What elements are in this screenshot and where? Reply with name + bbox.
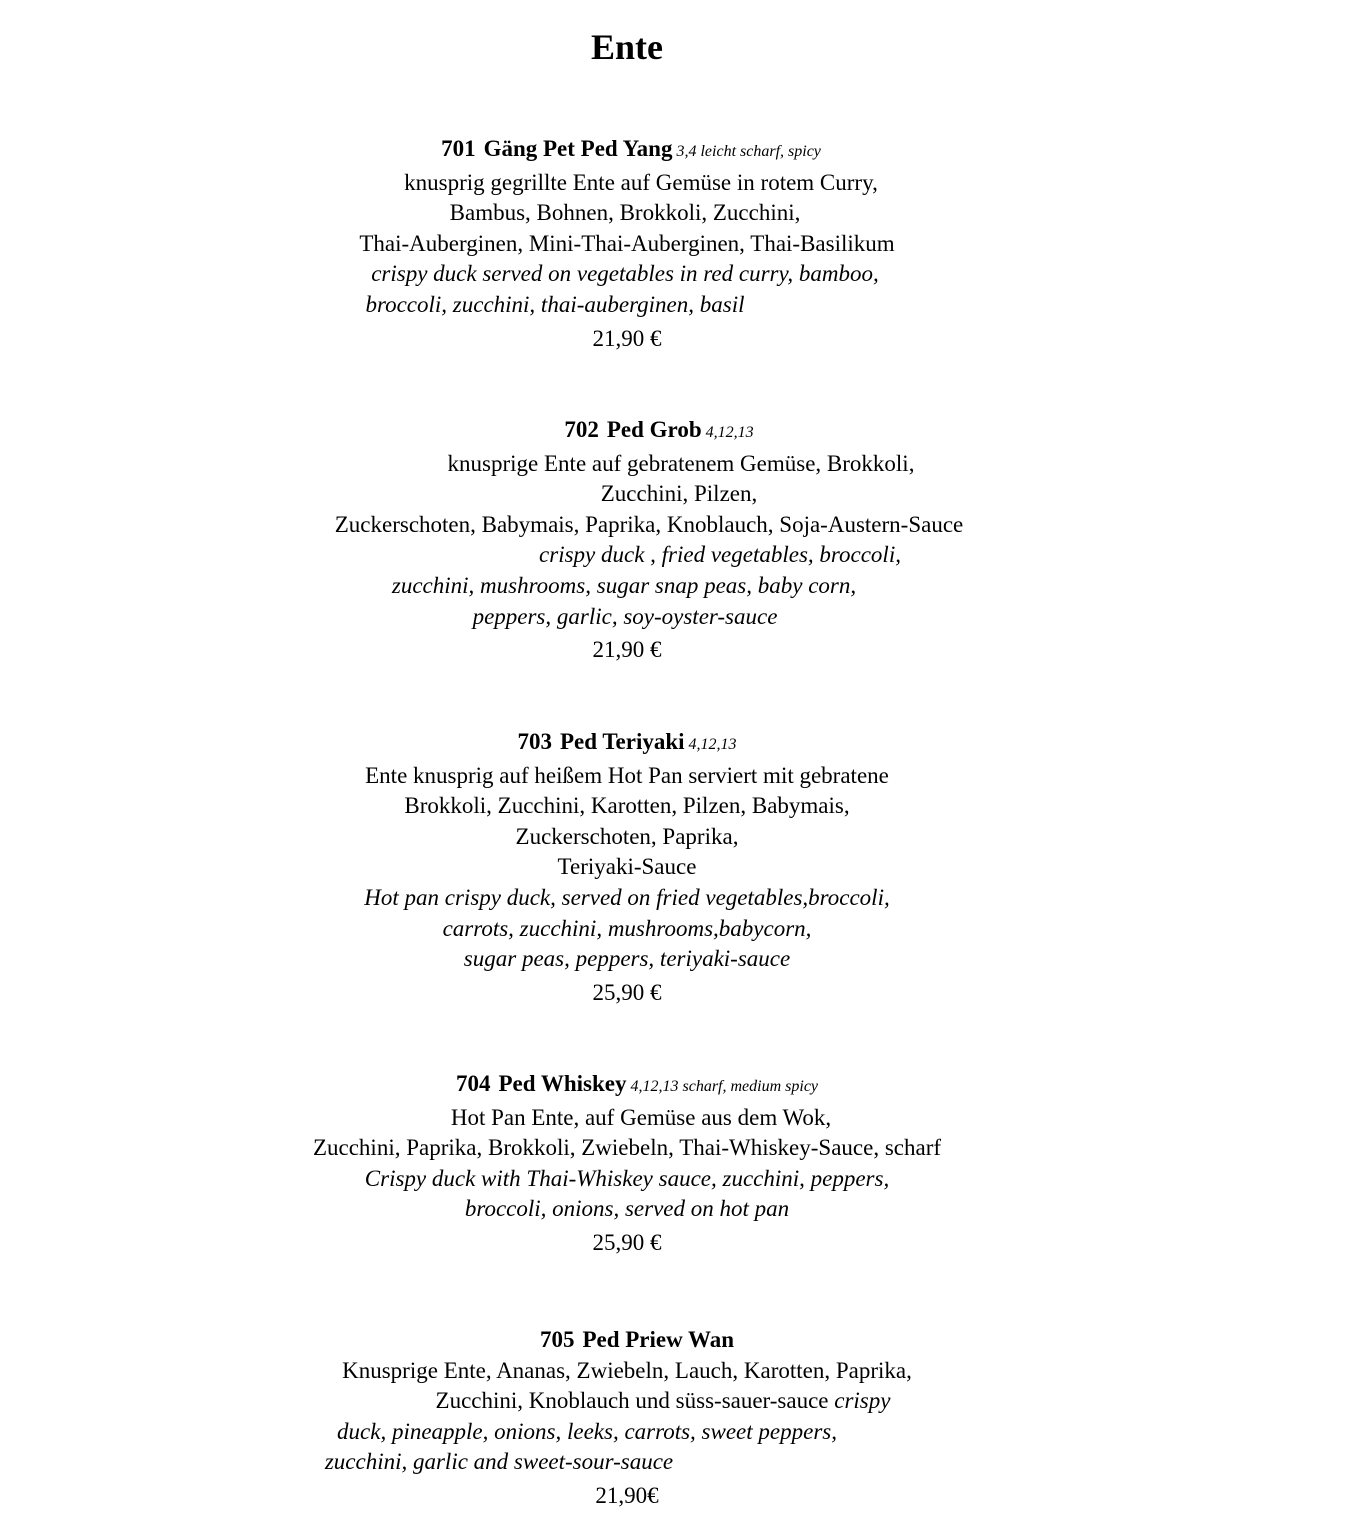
- item-description-de: Hot Pan Ente, auf Gemüse aus dem Wok,: [450, 1104, 832, 1130]
- item-code: 701: [441, 136, 476, 161]
- item-description-en: crispy: [834, 1388, 891, 1414]
- item-description-de: knusprige Ente auf gebratenem Gemüse, Brokkoli,: [447, 450, 915, 476]
- item-description-de: knusprig gegrillte Ente auf Gemüse in rotem Curry,: [404, 169, 878, 195]
- item-description-de: Zuckerschoten, Paprika,: [515, 823, 739, 849]
- item-description-en: sugar peas, peppers, teriyaki-sauce: [463, 946, 791, 972]
- item-description-en: peppers, garlic, soy-oyster-sauce: [472, 603, 778, 629]
- item-description-en: Hot pan crispy duck, served on fried vegetables,broccoli,: [364, 884, 890, 910]
- item-description-en: broccoli, zucchini, thai-auberginen, basil: [365, 291, 745, 317]
- item-description-de: Teriyaki-Sauce: [557, 854, 697, 880]
- item-code: 705: [539, 1327, 575, 1352]
- item-description-en: zucchini, mushrooms, sugar snap peas, baby corn,: [391, 572, 857, 598]
- item-allergens: 4,12,13: [705, 424, 754, 441]
- item-allergens: 4,12,13 scharf, medium spicy: [630, 1078, 819, 1095]
- menu-item-heading: [0, 727, 1254, 761]
- menu-item-heading: [32, 415, 1286, 449]
- item-description-de: Zuckerschoten, Babymais, Paprika, Knoblauch, Soja-Austern-Sauce: [334, 511, 964, 537]
- item-description-de: Zucchini, Paprika, Brokkoli, Zwiebeln, Thai-Whiskey-Sauce, scharf: [312, 1135, 942, 1161]
- item-code: 702: [564, 417, 599, 442]
- item-price: 25,90 €: [592, 1229, 662, 1255]
- item-description-de: Knusprige Ente, Ananas, Zwiebeln, Lauch, Karotten, Paprika,: [342, 1357, 912, 1383]
- item-price: 21,90 €: [592, 325, 662, 351]
- item-name: Ped Priew Wan: [582, 1327, 735, 1352]
- item-price: 21,90 €: [592, 637, 662, 663]
- item-description-de: Zucchini, Pilzen,: [600, 481, 758, 507]
- item-description-en: zucchini, garlic and sweet-sour-sauce: [324, 1449, 674, 1475]
- item-description-de: Ente knusprig auf heißem Hot Pan serviert mit gebratene: [365, 762, 889, 788]
- item-code: 704: [455, 1071, 491, 1096]
- item-description-en: broccoli, onions, served on hot pan: [464, 1196, 790, 1222]
- page-title: Ente: [591, 27, 663, 67]
- menu-item-heading: [10, 1325, 1264, 1356]
- item-price: 25,90 €: [592, 979, 662, 1005]
- menu-item-703: [0, 727, 1254, 1008]
- menu-item-704: [0, 1069, 1254, 1259]
- item-price: 21,90€: [595, 1482, 659, 1508]
- menu-item-heading: [4, 134, 1258, 168]
- item-description-de-with-en: [36, 1386, 1290, 1417]
- item-name: Ped Whiskey: [498, 1071, 627, 1096]
- menu-item-heading: [10, 1069, 1264, 1103]
- item-description-de: Bambus, Bohnen, Brokkoli, Zucchini,: [449, 200, 801, 226]
- item-description-de: Zucchini, Knoblauch und süss-sauer-sauce: [435, 1388, 829, 1414]
- item-description-de: Thai-Auberginen, Mini-Thai-Auberginen, Thai-Basilikum: [359, 230, 895, 256]
- item-description-en: crispy duck , fried vegetables, broccoli,: [539, 542, 901, 568]
- item-description-en: Crispy duck with Thai-Whiskey sauce, zucchini, peppers,: [364, 1165, 890, 1191]
- item-name: Ped Grob: [606, 417, 702, 442]
- menu-item-702: [0, 415, 1254, 666]
- item-description-en: carrots, zucchini, mushrooms,babycorn,: [442, 915, 812, 941]
- item-allergens: 4,12,13: [688, 736, 737, 753]
- item-description-en: duck, pineapple, onions, leeks, carrots, sweet peppers,: [337, 1418, 837, 1444]
- item-description-de: Brokkoli, Zucchini, Karotten, Pilzen, Babymais,: [404, 793, 850, 819]
- item-description-en: crispy duck served on vegetables in red curry, bamboo,: [371, 261, 879, 287]
- item-allergens: 3,4 leicht scharf, spicy: [676, 143, 821, 160]
- menu-item-701: [0, 134, 1254, 354]
- item-code: 703: [517, 729, 552, 754]
- menu-item-705: [0, 1325, 1254, 1512]
- item-name: Ped Teriyaki: [559, 729, 685, 754]
- item-name: Gäng Pet Ped Yang: [483, 136, 673, 161]
